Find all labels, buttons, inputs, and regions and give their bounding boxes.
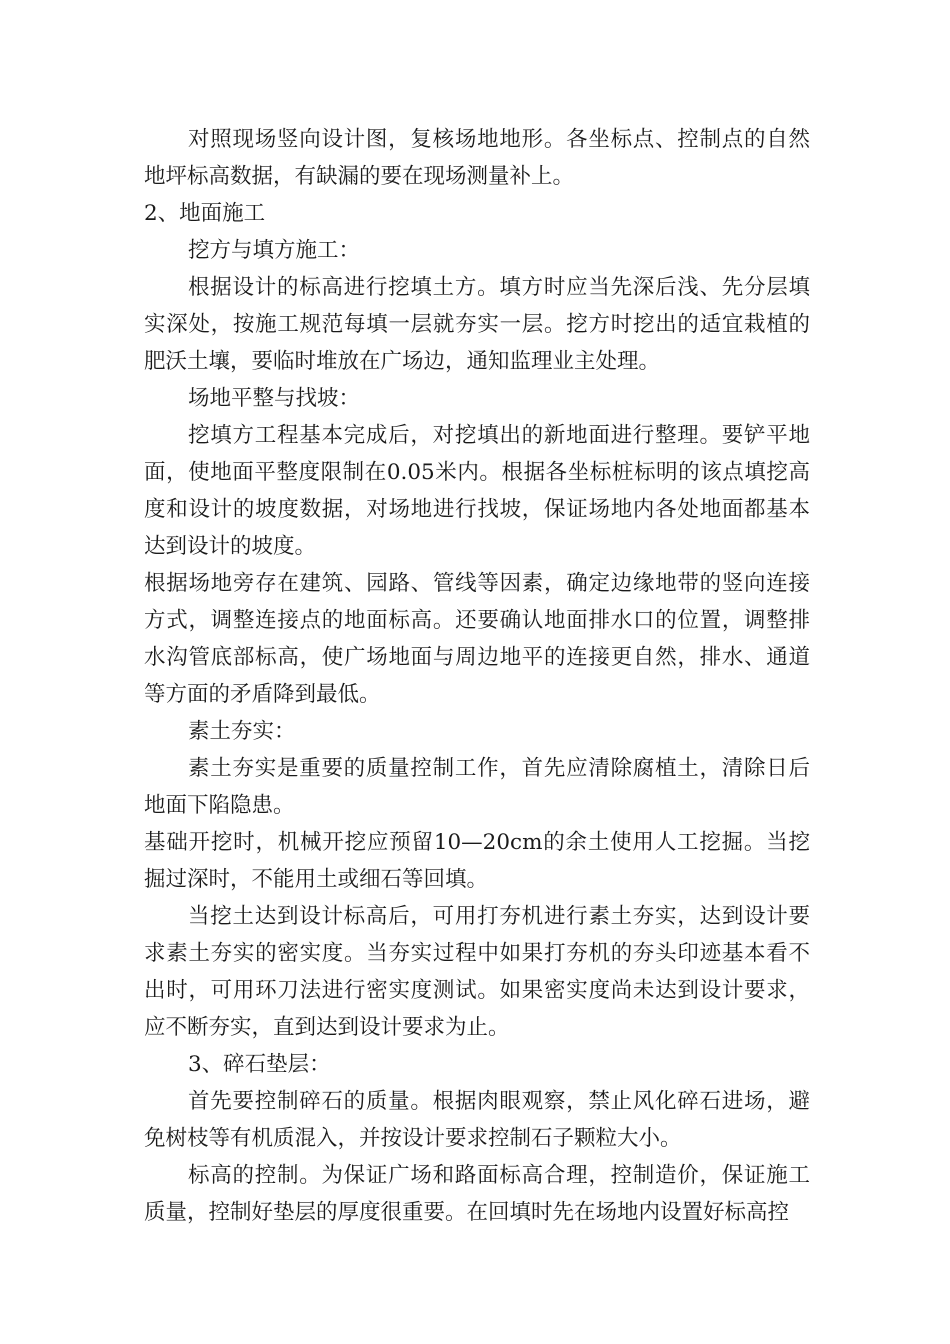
paragraph-site-check: 对照现场竖向设计图，复核场地地形。各坐标点、控制点的自然地坪标高数据，有缺漏的要在现场测量补上。 — [144, 127, 810, 189]
paragraph-compaction-intro: 素土夯实是重要的质量控制工作，首先应清除腐植土，清除日后地面下陷隐患。 — [144, 756, 810, 818]
subheading-compaction: 素土夯实： — [188, 719, 296, 744]
document-body — [144, 121, 810, 1231]
paragraph-excavation: 基础开挖时，机械开挖应预留10—20cm的余土使用人工挖掘。当挖掘过深时，不能用土或细石等回填。 — [144, 830, 810, 892]
paragraph-cut-fill: 根据设计的标高进行挖填土方。填方时应当先深后浅、先分层填实深处，按施工规范每填一层就夯实一层。挖方时挖出的适宜栽植的肥沃土壤，要临时堆放在广场边，通知监理业主处理。 — [144, 275, 810, 374]
subheading-grading: 场地平整与找坡： — [188, 386, 361, 411]
paragraph-grading: 挖填方工程基本完成后，对挖填出的新地面进行整理。要铲平地面，使地面平整度限制在0.05米内。根据各坐标桩标明的该点填挖高度和设计的坡度数据，对场地进行找坡，保证场地内各处地面都基本达到设计的坡度。 — [144, 423, 810, 559]
heading-gravel-cushion: 3、碎石垫层： — [188, 1052, 331, 1077]
paragraph-elevation-control: 标高的控制。为保证广场和路面标高合理，控制造价，保证施工质量，控制好垫层的厚度很重要。在回填时先在场地内设置好标高控 — [144, 1163, 810, 1225]
heading-ground-construction: 2、地面施工 — [144, 201, 266, 226]
subheading-cut-fill: 挖方与填方施工： — [188, 238, 361, 263]
paragraph-edge-connection: 根据场地旁存在建筑、园路、管线等因素，确定边缘地带的竖向连接方式，调整连接点的地面标高。还要确认地面排水口的位置，调整排水沟管底部标高，使广场地面与周边地平的连接更自然，排水、通道等方面的矛盾降到最低。 — [144, 571, 810, 707]
paragraph-compaction-test: 当挖土达到设计标高后，可用打夯机进行素土夯实，达到设计要求素土夯实的密实度。当夯实过程中如果打夯机的夯头印迹基本看不出时，可用环刀法进行密实度测试。如果密实度尚未达到设计要求，应不断夯实，直到达到设计要求为止。 — [144, 904, 810, 1040]
paragraph-gravel-quality: 首先要控制碎石的质量。根据肉眼观察，禁止风化碎石进场，避免树枝等有机质混入，并按设计要求控制石子颗粒大小。 — [144, 1089, 810, 1151]
